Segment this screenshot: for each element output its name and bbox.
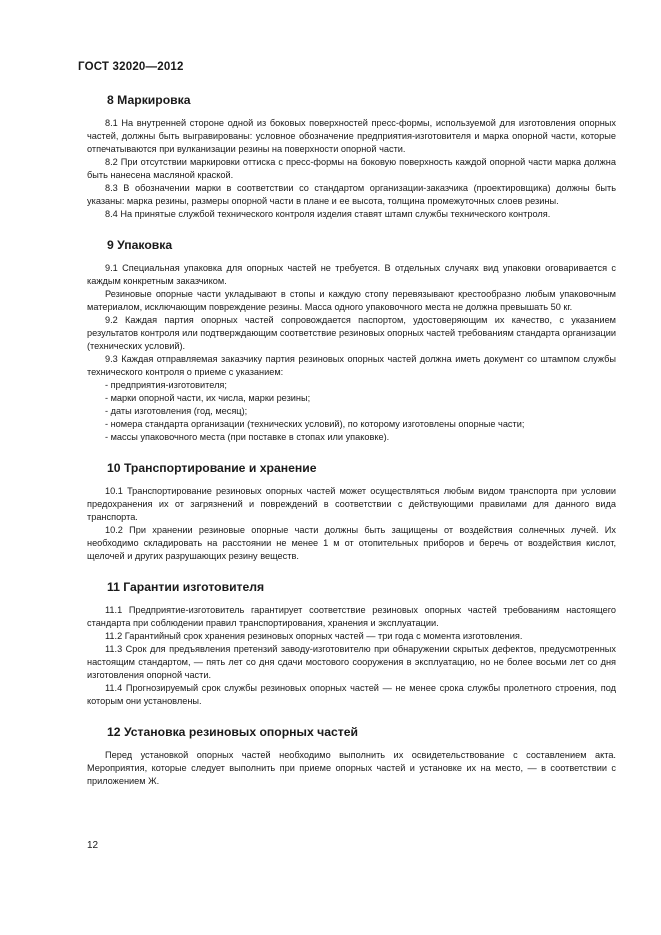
- paragraph: 9.3 Каждая отправляемая заказчику партия резиновых опорных частей должна иметь документ со штампом службы технического контроля о приеме с указанием:: [87, 354, 616, 377]
- section-11: [87, 579, 616, 708]
- paragraph: 11.4 Прогнозируемый срок службы резиновых опорных частей — не менее срока службы пролетного строения, под которым они установлены.: [87, 683, 616, 706]
- document-body: [87, 92, 616, 788]
- section-12: [87, 724, 616, 788]
- paragraph: 10.1 Транспортирование резиновых опорных частей может осуществляться любым видом транспорта при условии предохранения их от загрязнений и повреждений в соответствии с действующими правилами для данного вида транспорта.: [87, 486, 616, 522]
- section-10: [87, 460, 616, 563]
- document-header: ГОСТ 32020—2012: [78, 61, 184, 73]
- list-item: - массы упаковочного места (при поставке в стопах или упаковке).: [105, 432, 390, 442]
- page-number: 12: [87, 840, 99, 851]
- paragraph: 11.3 Срок для предъявления претензий заводу-изготовителю при обнаружении скрытых дефектов, предусмотренных настоящим стандартом, — пять лет со дня сдачи мостового сооружения в эксплуатацию, но не более восьми лет со дня изготовления опорной части.: [87, 644, 616, 680]
- paragraph: 10.2 При хранении резиновые опорные части должны быть защищены от воздействия солнечных лучей. Их необходимо складировать на расстоянии не менее 1 м от отопительных приборов и беречь от воздействия кислот, щелочей и других разрушающих резину веществ.: [87, 525, 616, 561]
- paragraph: 11.2 Гарантийный срок хранения резиновых опорных частей — три года с момента изготовления.: [105, 631, 523, 641]
- section-title: 9 Упаковка: [107, 238, 173, 252]
- paragraph: Резиновые опорные части укладывают в стопы и каждую стопу перевязывают крестообразно любым упаковочным материалом, исключающим повреждение резины. Масса одного упаковочного места не должна превышать 50 кг.: [87, 289, 616, 312]
- section-title: 10 Транспортирование и хранение: [107, 461, 317, 475]
- paragraph: 8.1 На внутренней стороне одной из боковых поверхностей пресс-формы, используемой для изготовления опорных частей, должны быть выгравированы: условное обозначение предприятия-изготовителя и марка опорной части, которые отпечатываются при вулканизации резины на поверхности опорной части.: [87, 118, 616, 154]
- section-title: 11 Гарантии изготовителя: [107, 580, 265, 594]
- list-item: - номера стандарта организации (технических условий), по которому изготовлены опорные части;: [105, 419, 525, 429]
- paragraph: 8.2 При отсутствии маркировки оттиска с пресс-формы на боковую поверхность каждой опорной части марка должна быть нанесена масляной краской.: [87, 157, 616, 180]
- paragraph: 11.1 Предприятие-изготовитель гарантирует соответствие резиновых опорных частей требованиям настоящего стандарта при соблюдении правил транспортирования, хранения и эксплуатации.: [87, 605, 616, 628]
- section-title: 8 Маркировка: [107, 93, 191, 107]
- paragraph: 9.1 Специальная упаковка для опорных частей не требуется. В отдельных случаях вид упаковки оговаривается с каждым конкретным заказчиком.: [87, 263, 616, 286]
- section-8: [87, 92, 616, 221]
- paragraph: 9.2 Каждая партия опорных частей сопровождается паспортом, удостоверяющим их качество, с указанием результатов контроля или подтверждающим соответствие резиновых опорных частей требованиям стандарта организации (технических условий).: [87, 315, 616, 351]
- list-item: - марки опорной части, их числа, марки резины;: [105, 393, 311, 403]
- section-title: 12 Установка резиновых опорных частей: [107, 725, 358, 739]
- paragraph: 8.3 В обозначении марки в соответствии со стандартом организации-заказчика (проектировщика) должны быть указаны: марка резины, размеры опорной части в плане и ее высота, толщина промежуточных слоев резины.: [87, 183, 616, 206]
- paragraph: 8.4 На принятые службой технического контроля изделия ставят штамп службы технического контроля.: [105, 209, 551, 219]
- list-item: - даты изготовления (год, месяц);: [105, 406, 248, 416]
- section-9: [87, 237, 616, 444]
- list-item: - предприятия-изготовителя;: [105, 380, 227, 390]
- paragraph: Перед установкой опорных частей необходимо выполнить их освидетельствование с составлением акта. Мероприятия, которые следует выполнить при приеме опорных частей и установке их на место, — в соответствии с приложением Ж.: [87, 750, 616, 786]
